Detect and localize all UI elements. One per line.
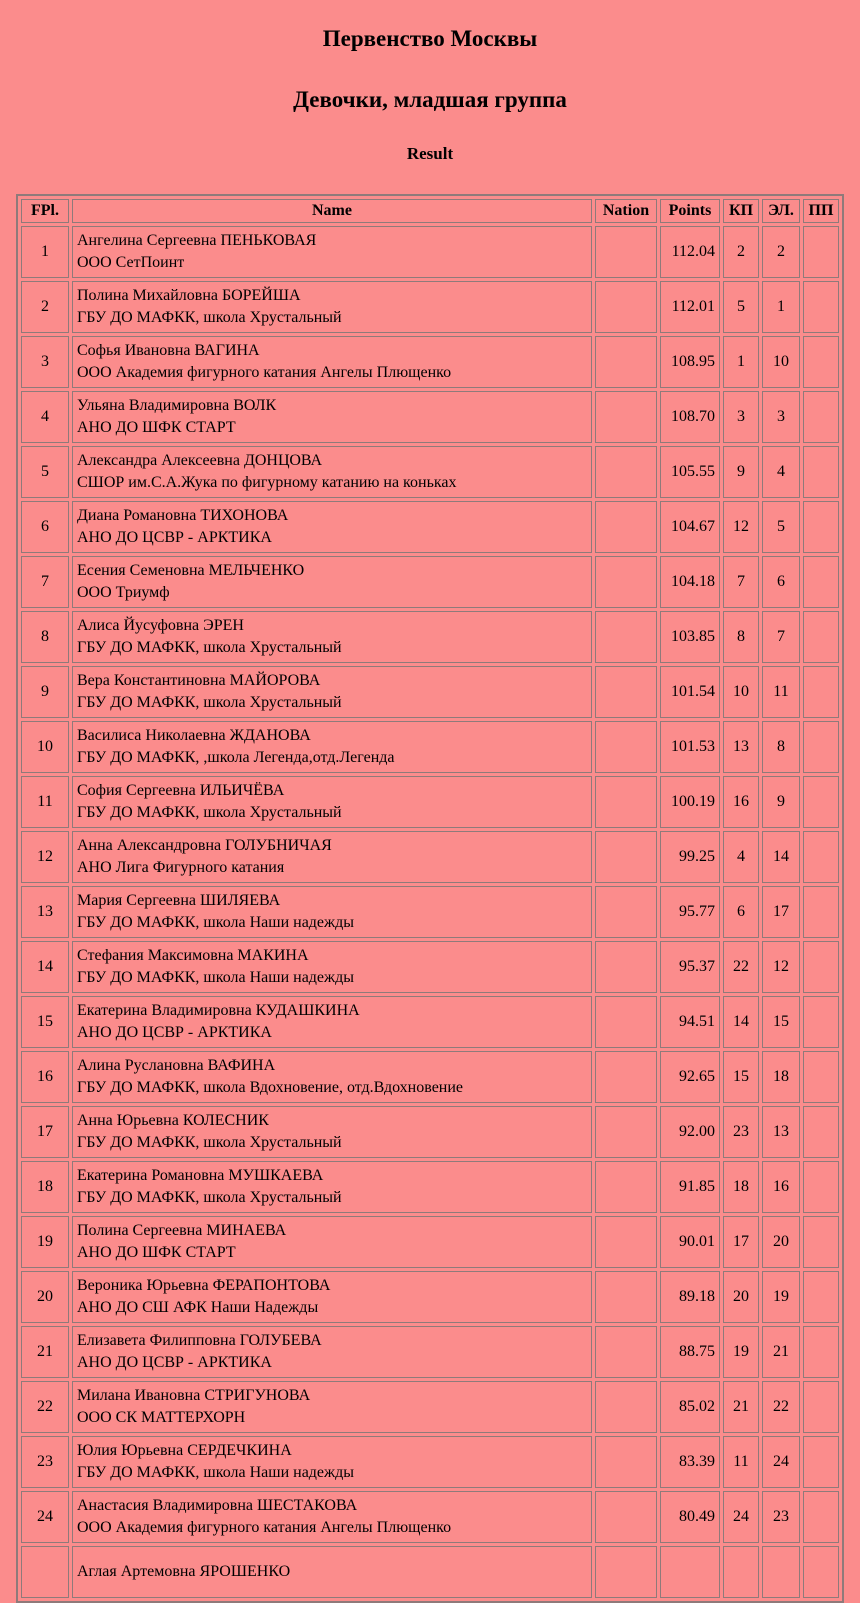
club-name: ГБУ ДО МАФКК, школа Хрустальный [77,694,342,711]
nation-cell [595,941,657,993]
rank-cell: 18 [21,1161,69,1213]
rank-cell: 8 [21,611,69,663]
points-cell: 100.19 [660,776,720,828]
skater-name: Анастасия Владимировна ШЕСТАКОВА [77,1497,358,1514]
skater-cell [72,1381,592,1433]
nation-cell [595,336,657,388]
elements-rank-cell: 13 [762,1106,800,1158]
free-program-rank-cell [803,336,839,388]
club-name: ГБУ ДО МАФКК, школа Наши надежды [77,1464,354,1481]
points-cell: 104.18 [660,556,720,608]
skater-cell [72,1216,592,1268]
free-program-rank-cell [803,391,839,443]
short-program-rank-cell: 7 [723,556,759,608]
short-program-rank-cell: 5 [723,281,759,333]
table-row [21,1436,839,1488]
free-program-rank-cell [803,1436,839,1488]
nation-cell [595,226,657,278]
club-name: ООО СК МАТТЕРХОРН [77,1409,246,1426]
short-program-rank-cell: 4 [723,831,759,883]
club-name: АНО ДО ЦСВР - АРКТИКА [77,1024,272,1041]
rank-cell: 20 [21,1271,69,1323]
free-program-rank-cell [803,1326,839,1378]
table-row [21,1491,839,1543]
skater-name: Софья Ивановна ВАГИНА [77,342,260,359]
free-program-rank-cell [803,446,839,498]
free-program-rank-cell [803,776,839,828]
club-name: ООО Академия фигурного катания Ангелы Плющенко [77,1519,452,1536]
points-cell: 95.37 [660,941,720,993]
nation-cell [595,721,657,773]
elements-rank-cell: 1 [762,281,800,333]
points-cell: 88.75 [660,1326,720,1378]
table-row [21,831,839,883]
nation-cell [595,446,657,498]
nation-cell [595,831,657,883]
rank-cell: 17 [21,1106,69,1158]
free-program-rank-cell [803,831,839,883]
skater-cell [72,1326,592,1378]
elements-rank-cell: 18 [762,1051,800,1103]
short-program-rank-cell: 12 [723,501,759,553]
skater-cell [72,501,592,553]
nation-cell [595,556,657,608]
club-name: ГБУ ДО МАФКК, школа Хрустальный [77,639,342,656]
short-program-rank-cell: 16 [723,776,759,828]
nation-cell [595,776,657,828]
free-program-rank-cell [803,1216,839,1268]
short-program-rank-cell: 15 [723,1051,759,1103]
rank-cell: 1 [21,226,69,278]
short-program-rank-cell: 11 [723,1436,759,1488]
nation-cell [595,1106,657,1158]
skater-name: Юлия Юрьевна СЕРДЕЧКИНА [77,1442,292,1459]
club-name: АНО ДО ЦСВР - АРКТИКА [77,1354,272,1371]
rank-cell: 5 [21,446,69,498]
skater-cell [72,1051,592,1103]
nation-cell [595,1326,657,1378]
results-table [16,194,844,1603]
section-title: Result [406,144,454,163]
column-header-rank: FPl. [21,199,69,223]
skater-cell [72,941,592,993]
skater-cell [72,1491,592,1543]
points-cell: 90.01 [660,1216,720,1268]
table-header-row [21,199,839,223]
elements-rank-cell: 14 [762,831,800,883]
free-program-rank-cell [803,281,839,333]
short-program-rank-cell: 22 [723,941,759,993]
skater-cell [72,831,592,883]
elements-rank-cell: 12 [762,941,800,993]
column-header-short-program: КП [723,199,759,223]
skater-name: Анна Юрьевна КОЛЕСНИК [77,1112,269,1129]
short-program-rank-cell: 19 [723,1326,759,1378]
skater-name: Алиса Йусуфовна ЭРЕН [77,617,244,634]
nation-cell [595,1491,657,1543]
elements-rank-cell: 8 [762,721,800,773]
free-program-rank-cell [803,721,839,773]
column-header-points: Points [660,199,720,223]
skater-name: Ульяна Владимировна ВОЛК [77,397,277,414]
points-cell: 108.70 [660,391,720,443]
rank-cell: 7 [21,556,69,608]
table-row [21,501,839,553]
rank-cell: 9 [21,666,69,718]
skater-cell [72,1546,592,1598]
club-name: ГБУ ДО МАФКК, школа Наши надежды [77,914,354,931]
column-header-free-program: ПП [803,199,839,223]
club-name: ГБУ ДО МАФКК, школа Хрустальный [77,1134,342,1151]
nation-cell [595,1546,657,1598]
skater-cell [72,1161,592,1213]
nation-cell [595,886,657,938]
elements-rank-cell: 4 [762,446,800,498]
table-row [21,886,839,938]
skater-cell [72,391,592,443]
skater-name: Есения Семеновна МЕЛЬЧЕНКО [77,562,305,579]
skater-cell [72,886,592,938]
skater-name: Екатерина Владимировна КУДАШКИНА [77,1002,360,1019]
points-cell: 85.02 [660,1381,720,1433]
club-name: СШОР им.С.А.Жука по фигурному катанию на коньках [77,474,457,491]
short-program-rank-cell: 18 [723,1161,759,1213]
table-row [21,1271,839,1323]
nation-cell [595,1216,657,1268]
rank-cell: 22 [21,1381,69,1433]
table-row [21,391,839,443]
free-program-rank-cell [803,941,839,993]
points-cell [660,1546,720,1598]
skater-name: Полина Сергеевна МИНАЕВА [77,1222,287,1239]
skater-name: Ангелина Сергеевна ПЕНЬКОВАЯ [77,232,317,249]
points-cell: 104.67 [660,501,720,553]
short-program-rank-cell: 17 [723,1216,759,1268]
rank-cell [21,1546,69,1598]
free-program-rank-cell [803,611,839,663]
skater-name: Стефания Максимовна МАКИНА [77,947,309,964]
skater-cell [72,996,592,1048]
short-program-rank-cell: 3 [723,391,759,443]
short-program-rank-cell: 8 [723,611,759,663]
table-row [21,1161,839,1213]
rank-cell: 6 [21,501,69,553]
table-row [21,1216,839,1268]
nation-cell [595,501,657,553]
rank-cell: 14 [21,941,69,993]
short-program-rank-cell: 23 [723,1106,759,1158]
elements-rank-cell [762,1546,800,1598]
free-program-rank-cell [803,556,839,608]
rank-cell: 13 [21,886,69,938]
elements-rank-cell: 15 [762,996,800,1048]
points-cell: 103.85 [660,611,720,663]
elements-rank-cell: 6 [762,556,800,608]
rank-cell: 2 [21,281,69,333]
points-cell: 95.77 [660,886,720,938]
skater-cell [72,611,592,663]
free-program-rank-cell [803,1381,839,1433]
rank-cell: 11 [21,776,69,828]
skater-name: София Сергеевна ИЛЬИЧЁВА [77,782,285,799]
skater-name: Вера Константиновна МАЙОРОВА [77,672,321,689]
nation-cell [595,1381,657,1433]
results-table-body [21,226,839,1598]
elements-rank-cell: 21 [762,1326,800,1378]
skater-cell [72,776,592,828]
nation-cell [595,611,657,663]
rank-cell: 4 [21,391,69,443]
nation-cell [595,1051,657,1103]
skater-cell [72,281,592,333]
points-cell: 92.65 [660,1051,720,1103]
table-row [21,941,839,993]
skater-name: Екатерина Романовна МУШКАЕВА [77,1167,324,1184]
points-cell: 101.54 [660,666,720,718]
free-program-rank-cell [803,501,839,553]
club-name: АНО ДО ШФК СТАРТ [77,1244,236,1261]
elements-rank-cell: 22 [762,1381,800,1433]
points-cell: 80.49 [660,1491,720,1543]
table-row [21,226,839,278]
club-name: ГБУ ДО МАФКК, школа Наши надежды [77,969,354,986]
skater-cell [72,1436,592,1488]
skater-name: Анна Александровна ГОЛУБНИЧАЯ [77,837,332,854]
free-program-rank-cell [803,996,839,1048]
skater-name: Александра Алексеевна ДОНЦОВА [77,452,323,469]
free-program-rank-cell [803,226,839,278]
rank-cell: 19 [21,1216,69,1268]
points-cell: 91.85 [660,1161,720,1213]
free-program-rank-cell [803,886,839,938]
nation-cell [595,1271,657,1323]
nation-cell [595,391,657,443]
nation-cell [595,666,657,718]
club-name: ГБУ ДО МАФКК, школа Хрустальный [77,804,342,821]
skater-cell [72,226,592,278]
points-cell: 101.53 [660,721,720,773]
club-name: АНО Лига Фигурного катания [77,859,285,876]
table-row [21,1326,839,1378]
table-row [21,611,839,663]
skater-cell [72,666,592,718]
elements-rank-cell: 5 [762,501,800,553]
nation-cell [595,1436,657,1488]
table-row [21,556,839,608]
rank-cell: 15 [21,996,69,1048]
short-program-rank-cell: 2 [723,226,759,278]
table-row [21,281,839,333]
short-program-rank-cell: 21 [723,1381,759,1433]
table-row [21,1106,839,1158]
skater-name: Аглая Артемовна ЯРОШЕНКО [77,1563,291,1580]
rank-cell: 24 [21,1491,69,1543]
table-row [21,666,839,718]
rank-cell: 10 [21,721,69,773]
rank-cell: 23 [21,1436,69,1488]
table-row [21,1051,839,1103]
elements-rank-cell: 24 [762,1436,800,1488]
nation-cell [595,996,657,1048]
short-program-rank-cell: 10 [723,666,759,718]
skater-cell [72,446,592,498]
short-program-rank-cell: 1 [723,336,759,388]
skater-name: Елизавета Филипповна ГОЛУБЕВА [77,1332,322,1349]
elements-rank-cell: 11 [762,666,800,718]
rank-cell: 3 [21,336,69,388]
short-program-rank-cell: 13 [723,721,759,773]
club-name: АНО ДО СШ АФК Наши Надежды [77,1299,319,1316]
elements-rank-cell: 7 [762,611,800,663]
short-program-rank-cell: 9 [723,446,759,498]
competition-title: Первенство Москвы [322,26,538,51]
club-name: ГБУ ДО МАФКК, школа Хрустальный [77,1189,342,1206]
points-cell: 112.01 [660,281,720,333]
free-program-rank-cell [803,1271,839,1323]
points-cell: 89.18 [660,1271,720,1323]
elements-rank-cell: 3 [762,391,800,443]
skater-cell [72,556,592,608]
nation-cell [595,281,657,333]
table-row [21,776,839,828]
points-cell: 92.00 [660,1106,720,1158]
skater-cell [72,721,592,773]
short-program-rank-cell: 6 [723,886,759,938]
rank-cell: 21 [21,1326,69,1378]
category-title: Девочки, младшая группа [293,87,567,112]
skater-name: Полина Михайловна БОРЕЙША [77,287,301,304]
club-name: ООО Академия фигурного катания Ангелы Плющенко [77,364,452,381]
club-name: ООО СетПоинт [77,254,185,271]
table-row [21,336,839,388]
elements-rank-cell: 19 [762,1271,800,1323]
free-program-rank-cell [803,1161,839,1213]
table-row [21,446,839,498]
club-name: ГБУ ДО МАФКК, ,школа Легенда,отд.Легенда [77,749,395,766]
skater-name: Мария Сергеевна ШИЛЯЕВА [77,892,281,909]
club-name: ГБУ ДО МАФКК, школа Вдохновение, отд.Вдохновение [77,1079,464,1096]
short-program-rank-cell: 20 [723,1271,759,1323]
points-cell: 94.51 [660,996,720,1048]
short-program-rank-cell: 14 [723,996,759,1048]
skater-name: Алина Руслановна ВАФИНА [77,1057,276,1074]
points-cell: 83.39 [660,1436,720,1488]
points-cell: 112.04 [660,226,720,278]
club-name: ГБУ ДО МАФКК, школа Хрустальный [77,309,342,326]
points-cell: 108.95 [660,336,720,388]
skater-cell [72,1106,592,1158]
skater-cell [72,336,592,388]
column-header-elements: ЭЛ. [762,199,800,223]
column-header-name: Name [72,199,592,223]
nation-cell [595,1161,657,1213]
results-page [0,26,860,1603]
elements-rank-cell: 23 [762,1491,800,1543]
free-program-rank-cell [803,1051,839,1103]
table-row [21,996,839,1048]
skater-name: Василиса Николаевна ЖДАНОВА [77,727,311,744]
elements-rank-cell: 9 [762,776,800,828]
elements-rank-cell: 20 [762,1216,800,1268]
table-row [21,1546,839,1598]
free-program-rank-cell [803,1546,839,1598]
free-program-rank-cell [803,666,839,718]
free-program-rank-cell [803,1106,839,1158]
rank-cell: 12 [21,831,69,883]
club-name: ООО Триумф [77,584,170,601]
club-name: АНО ДО ЦСВР - АРКТИКА [77,529,272,546]
points-cell: 105.55 [660,446,720,498]
elements-rank-cell: 17 [762,886,800,938]
skater-name: Диана Романовна ТИХОНОВА [77,507,289,524]
free-program-rank-cell [803,1491,839,1543]
elements-rank-cell: 2 [762,226,800,278]
short-program-rank-cell: 24 [723,1491,759,1543]
skater-name: Вероника Юрьевна ФЕРАПОНТОВА [77,1277,331,1294]
club-name: АНО ДО ШФК СТАРТ [77,419,236,436]
short-program-rank-cell [723,1546,759,1598]
points-cell: 99.25 [660,831,720,883]
column-header-nation: Nation [595,199,657,223]
elements-rank-cell: 16 [762,1161,800,1213]
elements-rank-cell: 10 [762,336,800,388]
skater-cell [72,1271,592,1323]
table-row [21,721,839,773]
rank-cell: 16 [21,1051,69,1103]
table-row [21,1381,839,1433]
skater-name: Милана Ивановна СТРИГУНОВА [77,1387,311,1404]
